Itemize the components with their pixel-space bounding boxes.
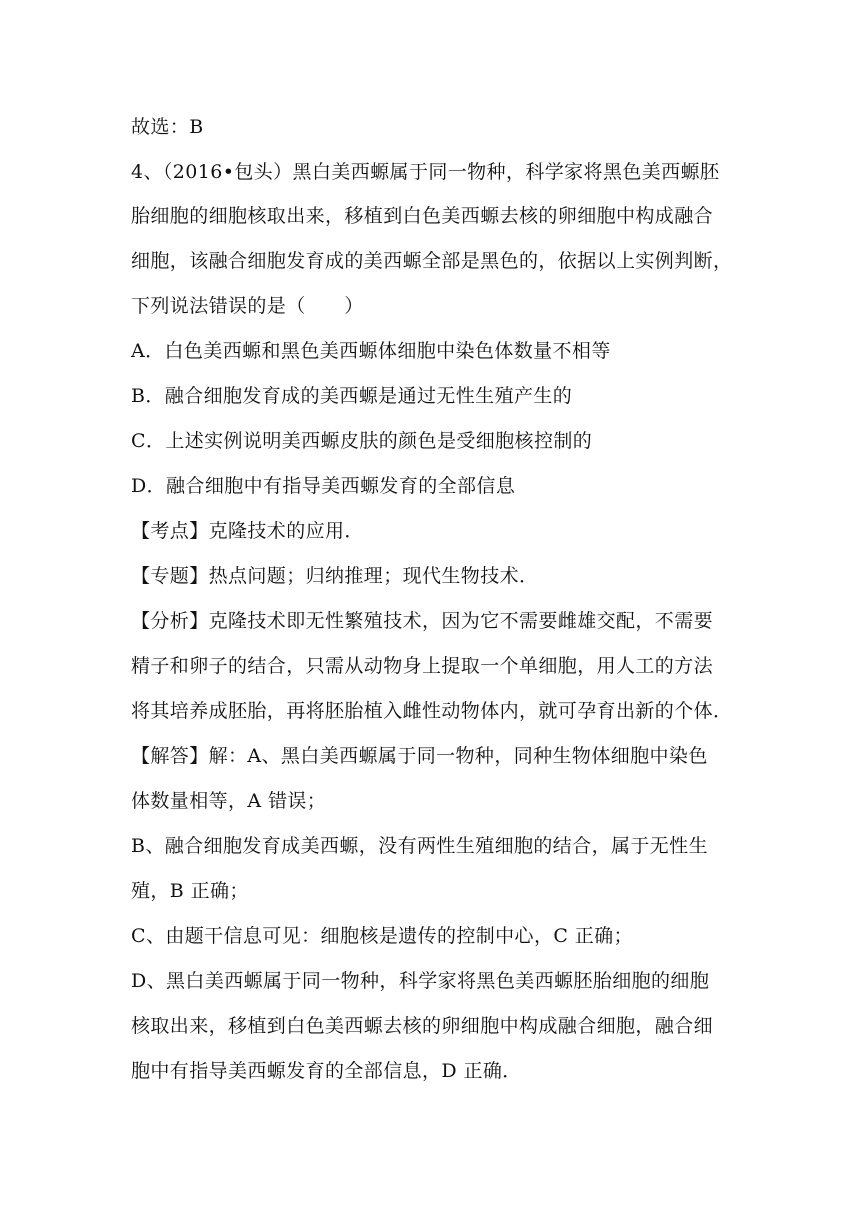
solution-line: 殖，B 正确； xyxy=(131,880,249,902)
solution-line: C、由题干信息可见：细胞核是遗传的控制中心，C 正确； xyxy=(131,925,633,947)
solution-line: B、融合细胞发育成美西螈，没有两性生殖细胞的结合，属于无性生 xyxy=(131,835,708,857)
question-line: 细胞，该融合细胞发育成的美西螈全部是黑色的，依据以上实例判断， xyxy=(131,250,733,272)
option-a: A．白色美西螈和黑色美西螈体细胞中染色体数量不相等 xyxy=(131,340,611,362)
solution-line: D、黑白美西螈属于同一物种，科学家将黑色美西螈胚胎细胞的细胞 xyxy=(131,970,710,992)
question-line: 胎细胞的细胞核取出来，移植到白色美西螈去核的卵细胞中构成融合 xyxy=(131,205,714,227)
option-d: D．融合细胞中有指导美西螈发育的全部信息 xyxy=(131,475,516,497)
answer-choice-line: 故选：B xyxy=(131,116,204,138)
solution-line: 胞中有指导美西螈发育的全部信息，D 正确． xyxy=(131,1060,522,1082)
question-line: 下列说法错误的是（ ） xyxy=(131,295,364,317)
knowledge-point-line: 【考点】克隆技术的应用． xyxy=(131,520,364,542)
option-b: B．融合细胞发育成的美西螈是通过无性生殖产生的 xyxy=(131,385,573,407)
analysis-line: 将其培养成胚胎，再将胚胎植入雌性动物体内，就可孕育出新的个体． xyxy=(131,700,733,722)
option-c: C．上述实例说明美西螈皮肤的颜色是受细胞核控制的 xyxy=(131,430,593,452)
question-line: 4、（2016•包头）黑白美西螈属于同一物种，科学家将黑色美西螈胚 xyxy=(131,161,720,183)
analysis-line: 精子和卵子的结合，只需从动物身上提取一个单细胞，用人工的方法 xyxy=(131,655,714,677)
solution-line: 体数量相等，A 错误； xyxy=(131,790,327,812)
solution-line: 【解答】解：A、黑白美西螈属于同一物种，同种生物体细胞中染色 xyxy=(131,745,708,767)
analysis-line: 【分析】克隆技术即无性繁殖技术，因为它不需要雌雄交配，不需要 xyxy=(131,610,714,632)
solution-line: 核取出来，移植到白色美西螈去核的卵细胞中构成融合细胞，融合细 xyxy=(131,1015,714,1037)
topic-line: 【专题】热点问题；归纳推理；现代生物技术． xyxy=(131,565,539,587)
